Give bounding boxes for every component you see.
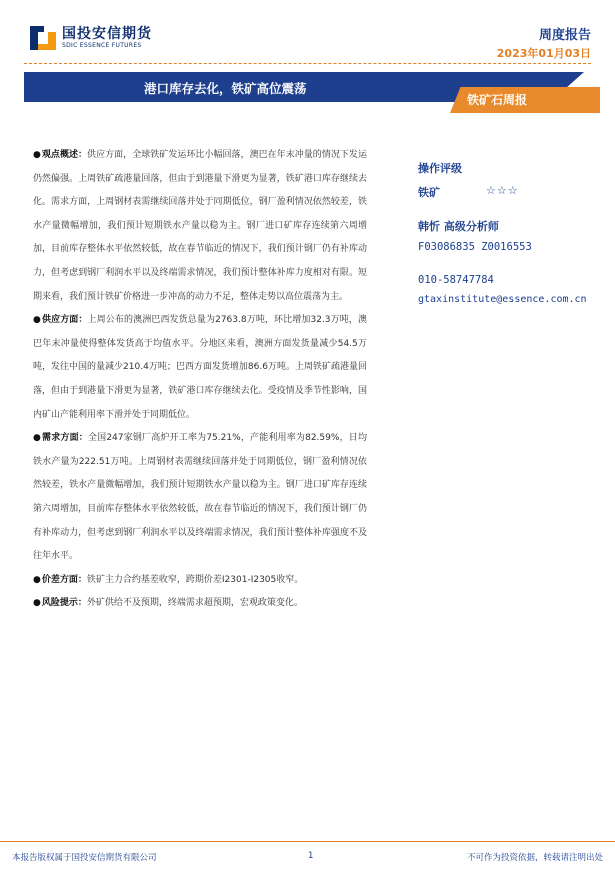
paragraph-label: 风险提示 — [41, 598, 78, 609]
paragraph-label: 需求方面 — [42, 433, 79, 444]
page-number: 1 — [308, 851, 314, 861]
paragraph-text: 全国247家钢厂高炉开工率为75.21%，产能利用率为82.59%，日均铁水产量为222.51万吨。上周钢材表需继续回落并处于同期低位，钢厂盈利情况依然较差，铁水产量微幅增加，我们预计短期铁水产量以稳为主。钢厂进口矿库存连续第六周增加，目前库存整体水平依然较低，故在春节临近的情况下，我们预计钢厂仍有补库动力，但考虑到钢厂利润水平以及终端需求情况，我们预计整体补库强度不及往年水平。 — [33, 433, 367, 562]
rating-row — [418, 184, 613, 200]
paragraph-text: 外矿供给不及预期，终端需求超预期，宏观政策变化。 — [86, 598, 303, 609]
footer-divider — [0, 841, 615, 842]
paragraph-label: 观点概述 — [41, 150, 79, 160]
paragraph-label: 价差方面 — [41, 574, 78, 585]
report-type: 周度报告 — [538, 28, 591, 43]
contact-phone: 010-58747784 — [418, 274, 494, 286]
paragraph-risk: ●风险提示：外矿供给不及预期，终端需求超预期，宏观政策变化。 — [33, 598, 303, 609]
paragraph-overview: ●观点概述：供应方面，全球铁矿发运环比小幅回落，澳巴在年末冲量的情况下发运仍然偏强。上周铁矿疏港量回落，但由于到港量下滑更为显著，铁矿港口库存继续去化。需求方面，上周钢材表需继续回落并处于同期低位，钢厂盈利情况依然较差，铁水产量微幅增加，我们预计短期铁水产量以稳为主。钢厂进口矿库存连续第六周增加，目前库存整体水平依然较低，故在春节临近的情况下，我们预计钢厂仍有补库动力，但考虑到钢厂利润水平以及终端需求情况，我们预计整体补库力度相对有限。短期来看，我们预计铁矿价格进一步冲高的动力不足，整体走势以高位震荡为主。 — [33, 150, 367, 302]
analyst-name: 韩忻 高级分析师 — [418, 220, 499, 233]
paragraph-demand: ●需求方面：全国247家钢厂高炉开工率为75.21%，产能利用率为82.59%，日均铁水产量为222.51万吨。上周钢材表需继续回落并处于同期低位，钢厂盈利情况依然较差，铁水产量微幅增加，我们预计短期铁水产量以稳为主。钢厂进口矿库存连续第六周增加，目前库存整体水平依然较低，故在春节临近的情况下，我们预计钢厂仍有补库动力，但考虑到钢厂利润水平以及终端需求情况，我们预计整体补库强度不及往年水平。 — [33, 433, 367, 562]
logo-mark-icon — [30, 26, 56, 50]
category-tag-label: 铁矿石周报 — [467, 93, 528, 107]
footer-disclaimer: 不可作为投资依据，转载请注明出处 — [466, 853, 603, 863]
rating-title: 操作评级 — [418, 162, 462, 175]
logo-en: SDIC ESSENCE FUTURES — [62, 41, 142, 49]
header-divider — [24, 63, 591, 64]
rating-stars-icon: ☆☆☆ — [486, 184, 519, 197]
report-body — [33, 144, 367, 616]
analyst-cert: F03086835 Z0016553 — [418, 241, 532, 253]
contact-email[interactable]: gtaxinstitute@essence.com.cn — [418, 294, 587, 305]
logo-text — [62, 27, 152, 50]
paragraph-label: 供应方面 — [41, 315, 79, 326]
paragraph-text: 供应方面，全球铁矿发运环比小幅回落，澳巴在年末冲量的情况下发运仍然偏强。上周铁矿疏港量回落，但由于到港量下滑更为显著，铁矿港口库存继续去化。需求方面，上周钢材表需继续回落并处于同期低位，钢厂盈利情况依然较差，铁水产量微幅增加，我们预计短期铁水产量以稳为主。钢厂进口矿库存连续第六周增加，目前库存整体水平依然较低，故在春节临近的情况下，我们预计钢厂仍有补库动力，但考虑到钢厂利润水平以及终端需求情况，我们预计整体补库力度相对有限。短期来看，我们预计铁矿价格进一步冲高的动力不足，整体走势以高位震荡为主。 — [33, 150, 367, 302]
logo-cn: 国投安信期货 — [62, 25, 152, 42]
paragraph-supply: ●供应方面：上周公布的澳洲巴西发货总量为2763.8万吨，环比增加32.3万吨，澳巴年末冲量使得整体发货高于均值水平。分地区来看，澳洲方面发货量减少54.5万吨，发往中国的量减少210.4万吨；巴西方面发货增加86.6万吨。上周铁矿疏港量回落，但由于到港量下滑更为显著，铁矿港口库存继续去化。受疫情及季节性影响，国内矿山产能利用率下滑并处于同期低位。 — [33, 315, 367, 420]
footer-copyright: 本报告版权属于国投安信期货有限公司 — [12, 853, 157, 863]
company-logo — [30, 26, 152, 50]
report-title: 港口库存去化，铁矿高位震荡 — [144, 81, 307, 96]
sidebar — [418, 160, 613, 305]
report-date: 2023年01月03日 — [496, 47, 591, 60]
paragraph-text: 上周公布的澳洲巴西发货总量为2763.8万吨，环比增加32.3万吨，澳巴年末冲量使得整体发货高于均值水平。分地区来看，澳洲方面发货量减少54.5万吨，发往中国的量减少210.4万吨；巴西方面发货增加86.6万吨。上周铁矿疏港量回落，但由于到港量下滑更为显著，铁矿港口库存继续去化。受疫情及季节性影响，国内矿山产能利用率下滑并处于同期低位。 — [33, 315, 367, 420]
paragraph-spread: ●价差方面：铁矿主力合约基差收窄，跨期价差I2301-I2305收窄。 — [33, 574, 304, 585]
rating-item: 铁矿 — [418, 186, 440, 199]
paragraph-text: 铁矿主力合约基差收窄，跨期价差I2301-I2305收窄。 — [86, 574, 304, 585]
